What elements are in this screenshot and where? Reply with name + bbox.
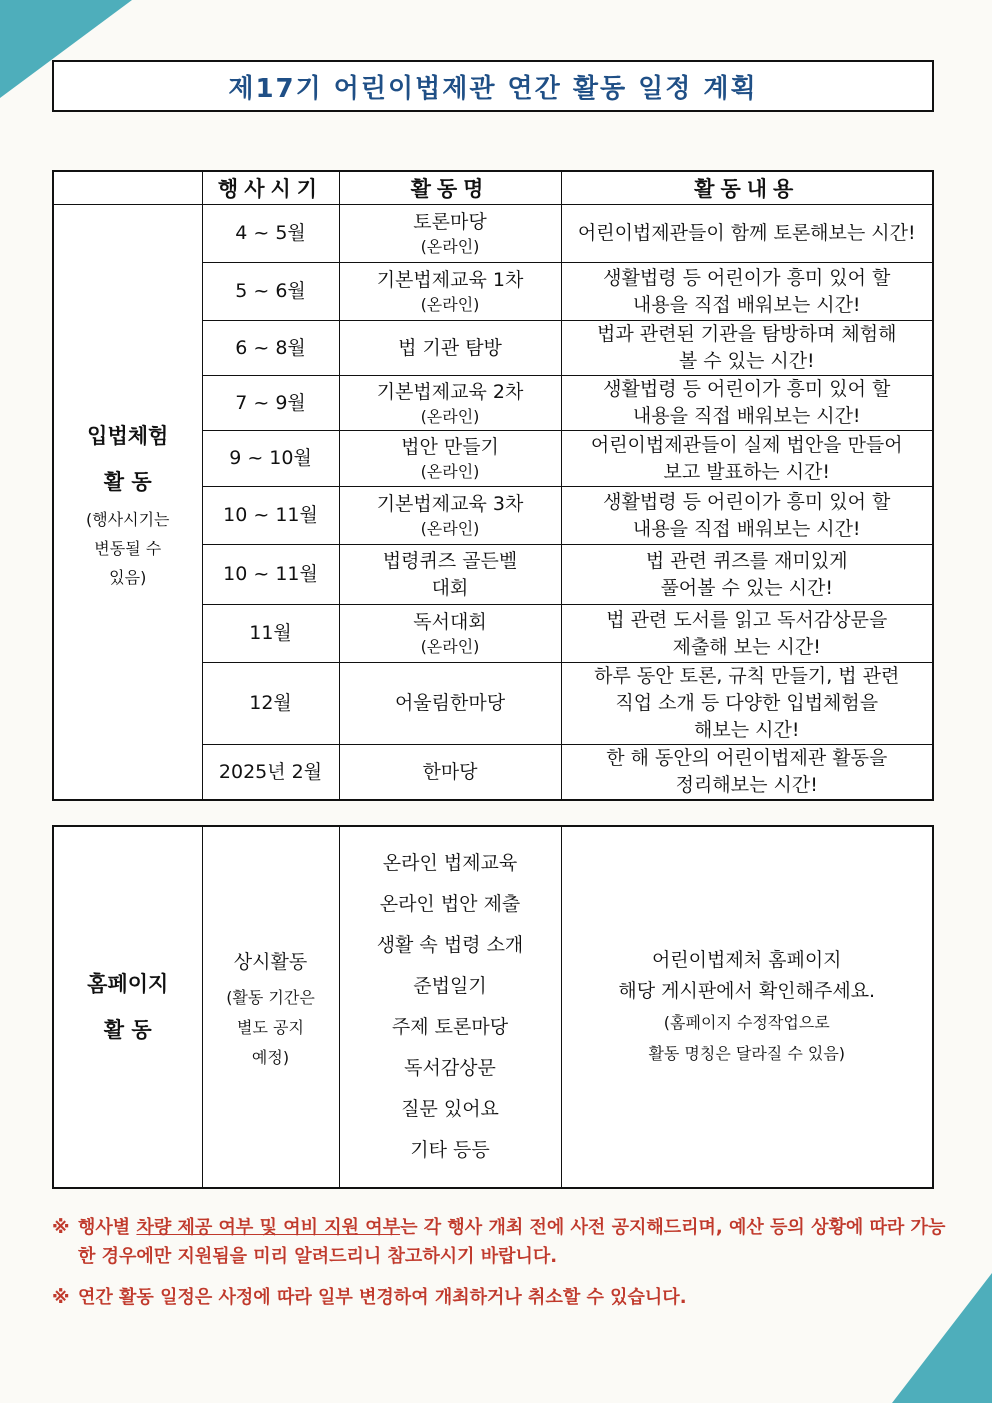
activity-name-sub: (온라인) bbox=[420, 237, 480, 256]
homepage-category-cell bbox=[53, 826, 202, 1188]
activity-item: 온라인 법제교육 bbox=[382, 852, 518, 874]
activity-name: 법안 만들기 bbox=[401, 436, 499, 458]
activity-name: 기본법제교육 1차 bbox=[376, 269, 524, 291]
notes-section bbox=[52, 1213, 952, 1324]
activity-item: 주제 토론마당 bbox=[391, 1016, 509, 1038]
activity-content-cell bbox=[561, 376, 933, 431]
header-activity-content: 활동내용 bbox=[561, 171, 933, 205]
header-activity-name: 활동명 bbox=[339, 171, 561, 205]
activity-content-cell bbox=[561, 545, 933, 605]
content-line: 직업 소개 등 다양한 입법체험을 bbox=[615, 692, 879, 714]
activity-name-cell bbox=[339, 431, 561, 487]
activity-name-sub: (온라인) bbox=[420, 519, 480, 538]
activity-name-cell bbox=[339, 545, 561, 605]
activity-name: 법령퀴즈 골든벨 bbox=[382, 549, 518, 572]
activity-item: 독서감상문 bbox=[404, 1057, 496, 1079]
content-line: (홈페이지 수정작업으로 bbox=[663, 1013, 830, 1032]
activity-content-cell bbox=[561, 605, 933, 663]
category-title: 홈페이지 bbox=[87, 972, 169, 996]
reference-mark: ※ bbox=[52, 1287, 70, 1308]
period-main: 상시활동 bbox=[233, 950, 308, 973]
period-cell: 5 ~ 6월 bbox=[202, 263, 339, 321]
activity-name: 독서대회 bbox=[413, 611, 487, 633]
activity-name-cell bbox=[339, 205, 561, 263]
period-note: 예정) bbox=[251, 1047, 290, 1067]
activity-content-cell bbox=[561, 321, 933, 376]
content-line: 법 관련 퀴즈를 재미있게 bbox=[645, 549, 848, 572]
period-cell: 10 ~ 11월 bbox=[202, 487, 339, 545]
activity-name-sub: (온라인) bbox=[420, 637, 480, 656]
note-transport: ※ 행사별 차량 제공 여부 및 여비 지원 여부는 각 행사 개최 전에 사전 공지해드리며, 예산 등의 상황에 따라 가능한 경우에만 지원됨을 미리 알려드리니 참고하시기 바랍니다. bbox=[52, 1213, 952, 1271]
category-title: 활 동 bbox=[103, 1018, 152, 1042]
activity-content-cell bbox=[561, 431, 933, 487]
note-schedule-change: ※ 연간 활동 일정은 사정에 따라 일부 변경하여 개최하거나 취소할 수 있습니다. bbox=[52, 1283, 952, 1312]
header-period: 행사시기 bbox=[202, 171, 339, 205]
activity-item: 질문 있어요 bbox=[401, 1098, 499, 1120]
period-cell: 4 ~ 5월 bbox=[202, 205, 339, 263]
activity-content-cell bbox=[561, 263, 933, 321]
period-cell: 12월 bbox=[202, 663, 339, 745]
activity-name: 한마당 bbox=[422, 760, 478, 783]
content-line: 해당 게시판에서 확인해주세요. bbox=[618, 980, 876, 1002]
category-title: 입법체험 bbox=[87, 423, 169, 448]
activity-name-sub: (온라인) bbox=[420, 295, 480, 314]
content-line: 내용을 직접 배워보는 시간! bbox=[632, 293, 861, 316]
content-line: 어린이법제처 홈페이지 bbox=[651, 949, 842, 971]
activity-name-cell bbox=[339, 263, 561, 321]
period-cell: 10 ~ 11월 bbox=[202, 545, 339, 605]
activity-item: 생활 속 법령 소개 bbox=[376, 934, 524, 956]
activity-name-cell bbox=[339, 376, 561, 431]
homepage-period-cell bbox=[202, 826, 339, 1188]
period-note: (활동 기간은 bbox=[226, 987, 315, 1007]
period-note: 별도 공지 bbox=[237, 1017, 304, 1037]
content-line: 내용을 직접 배워보는 시간! bbox=[632, 517, 861, 540]
period-cell: 11월 bbox=[202, 605, 339, 663]
content-line: 풀어볼 수 있는 시간! bbox=[660, 576, 834, 599]
activity-content-cell bbox=[561, 663, 933, 745]
activity-name-sub: 대회 bbox=[431, 576, 469, 599]
table-row bbox=[53, 826, 933, 1188]
period-cell: 2025년 2월 bbox=[202, 745, 339, 801]
activity-content-cell bbox=[561, 745, 933, 801]
underlined-text: 차량 제공 여부 및 여비 지원 여부 bbox=[136, 1217, 401, 1238]
period-cell: 7 ~ 9월 bbox=[202, 376, 339, 431]
homepage-activity-table bbox=[52, 825, 934, 1189]
category-note: (행사시기는 bbox=[85, 509, 170, 529]
activity-name-cell bbox=[339, 321, 561, 376]
homepage-activities-cell bbox=[339, 826, 561, 1188]
activity-item: 기타 등등 bbox=[410, 1139, 490, 1161]
period-cell: 9 ~ 10월 bbox=[202, 431, 339, 487]
content-line: 보고 발표하는 시간! bbox=[663, 460, 831, 483]
content-line: 정리해보는 시간! bbox=[675, 774, 818, 796]
schedule-table-body bbox=[53, 205, 933, 801]
activity-name: 기본법제교육 2차 bbox=[376, 380, 524, 403]
content-line: 하루 동안 토론, 규칙 만들기, 법 관련 bbox=[594, 665, 900, 687]
content-line: 어린이법제관들이 실제 법안을 만들어 bbox=[590, 433, 903, 456]
content-line: 법과 관련된 기관을 탐방하며 체험해 bbox=[597, 323, 897, 345]
activity-item: 온라인 법안 제출 bbox=[379, 893, 521, 915]
schedule-table bbox=[52, 170, 934, 801]
activity-name: 토론마당 bbox=[413, 211, 487, 233]
category-title: 활 동 bbox=[103, 469, 152, 494]
activity-content-cell bbox=[561, 205, 933, 263]
activity-content-cell bbox=[561, 487, 933, 545]
content-line: 활동 명칭은 달라질 수 있음) bbox=[648, 1044, 846, 1063]
content-line: 한 해 동안의 어린이법제관 활동을 bbox=[606, 747, 888, 769]
content-line: 볼 수 있는 시간! bbox=[678, 350, 815, 372]
category-note: 있음) bbox=[109, 567, 147, 587]
activity-name-cell bbox=[339, 487, 561, 545]
table-header-row bbox=[53, 171, 933, 205]
category-note: 변동될 수 bbox=[94, 538, 162, 558]
content-line: 어린이법제관들이 함께 토론해보는 시간! bbox=[577, 222, 916, 244]
content-line: 생활법령 등 어린이가 흥미 있어 할 bbox=[603, 490, 891, 513]
activity-name: 법 기관 탐방 bbox=[398, 336, 502, 359]
period-cell: 6 ~ 8월 bbox=[202, 321, 339, 376]
activity-name-cell bbox=[339, 663, 561, 745]
activity-name-cell bbox=[339, 745, 561, 801]
activity-name: 어울림한마당 bbox=[394, 692, 506, 714]
activity-name-sub: (온라인) bbox=[420, 462, 480, 481]
header-empty bbox=[53, 171, 202, 205]
activity-name-sub: (온라인) bbox=[420, 406, 480, 426]
content-line: 내용을 직접 배워보는 시간! bbox=[632, 405, 861, 427]
content-line: 제출해 보는 시간! bbox=[672, 635, 821, 658]
table-row bbox=[53, 205, 933, 263]
homepage-content-cell bbox=[561, 826, 933, 1188]
content-line: 해보는 시간! bbox=[694, 719, 800, 741]
category-cell bbox=[53, 205, 202, 801]
activity-name-cell bbox=[339, 605, 561, 663]
activity-name: 기본법제교육 3차 bbox=[376, 493, 524, 515]
reference-mark: ※ bbox=[52, 1217, 70, 1238]
activity-item: 준법일기 bbox=[413, 975, 487, 997]
content-line: 생활법령 등 어린이가 흥미 있어 할 bbox=[603, 266, 891, 289]
content-line: 법 관련 도서를 읽고 독서감상문을 bbox=[606, 608, 888, 631]
page-title: 제17기 어린이법제관 연간 활동 일정 계획 bbox=[52, 60, 934, 112]
content-line: 생활법령 등 어린이가 흥미 있어 할 bbox=[603, 378, 891, 400]
